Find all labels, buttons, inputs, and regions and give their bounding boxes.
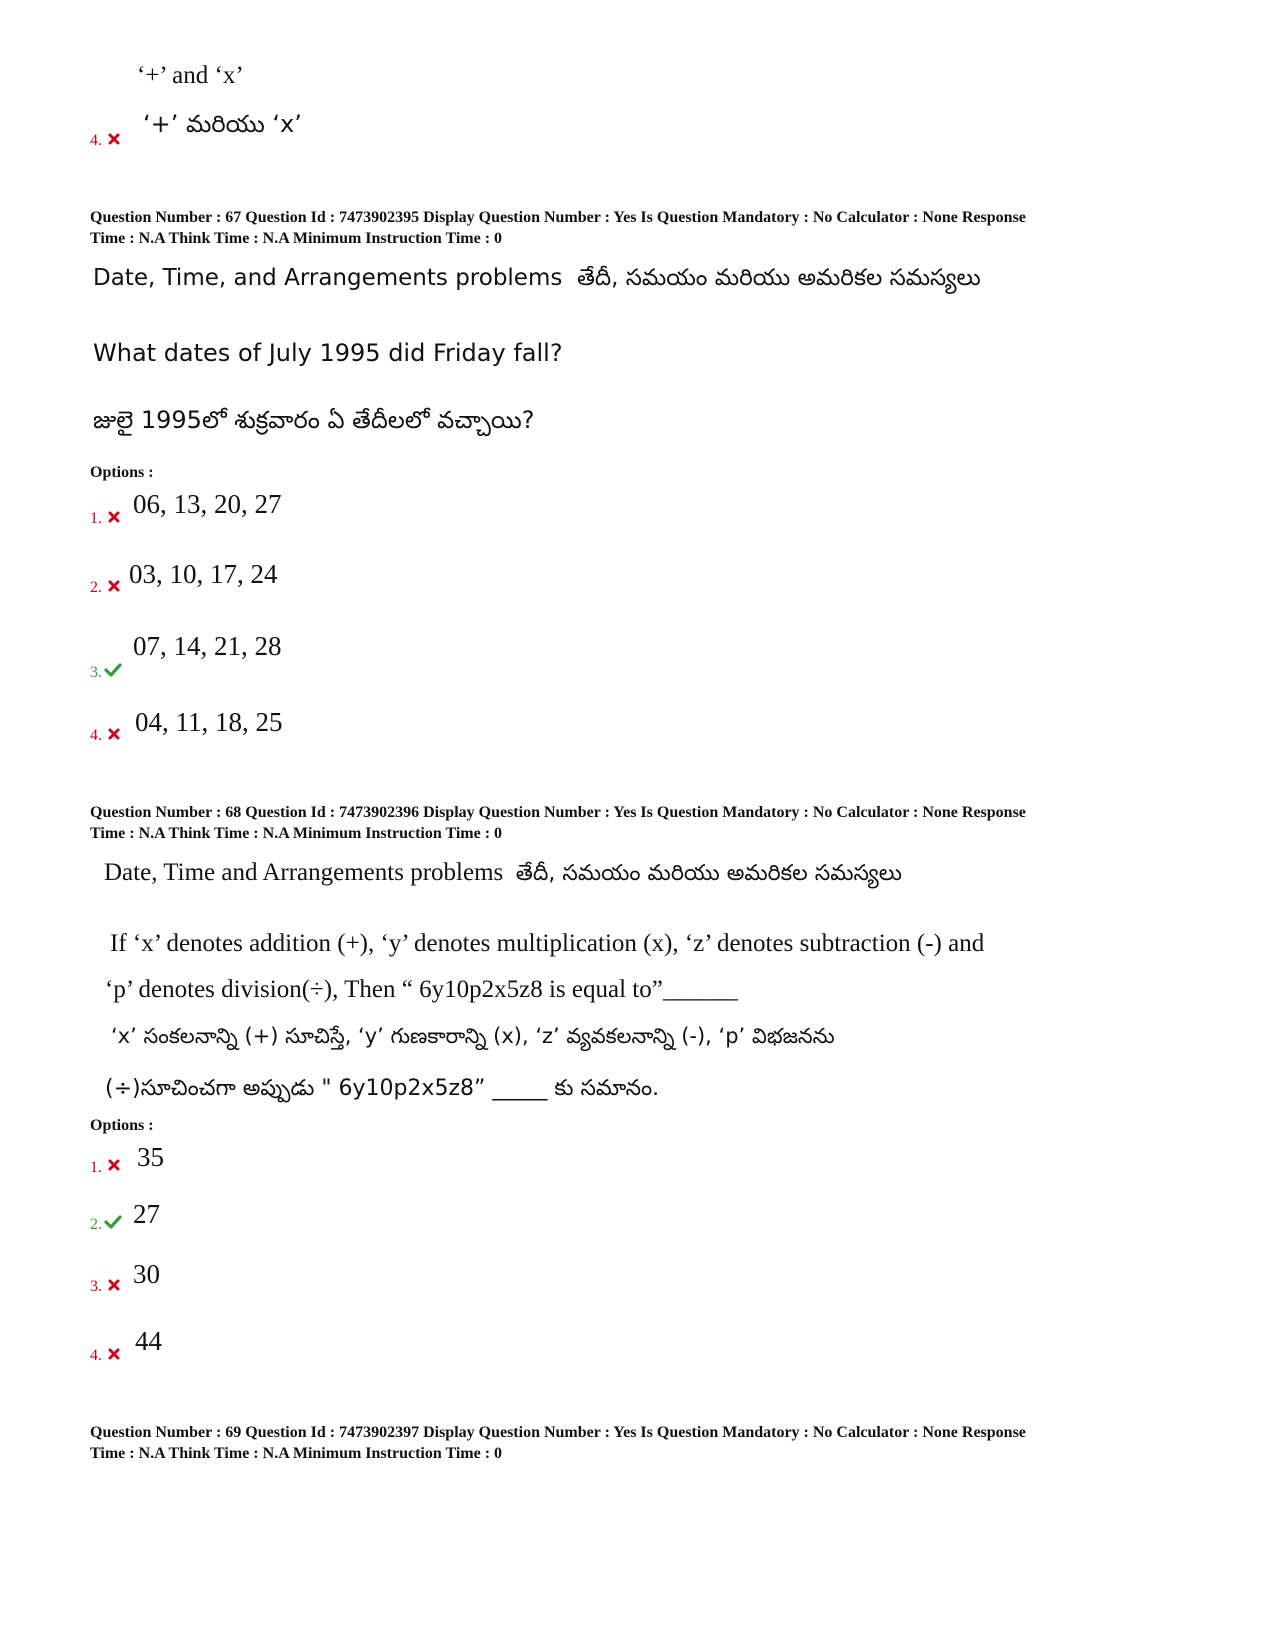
question-67-meta-line2: Time : N.A Think Time : N.A Minimum Instruction Time : 0	[90, 230, 503, 247]
question-67-topic-te: తేదీ, సమయం మరియు అమరికల సమస్యలు	[576, 265, 981, 291]
question-67-text-en: What dates of July 1995 did Friday fall?	[93, 339, 563, 367]
question-69-meta-line1: Question Number : 69 Question Id : 7473902397 Display Question Number : Yes Is Question Mandatory : No Calculator : None Response	[90, 1424, 1026, 1441]
question-69-meta	[90, 1422, 1190, 1464]
question-67-option-2-number: 2.	[90, 579, 102, 596]
prev-option-4-number: 4.	[90, 132, 102, 149]
cross-icon	[106, 578, 122, 594]
cross-icon	[106, 1157, 122, 1173]
question-67-option-1-number: 1.	[90, 510, 102, 527]
question-67-option-2-text: 03, 10, 17, 24	[129, 559, 278, 589]
cross-icon	[106, 509, 122, 525]
question-67-option-3-number: 3.	[90, 664, 102, 681]
question-69-meta-line2: Time : N.A Think Time : N.A Minimum Instruction Time : 0	[90, 1445, 503, 1462]
question-68-option-1-text: 35	[137, 1142, 164, 1172]
cross-icon	[106, 1346, 122, 1362]
question-68-topic-en: Date, Time and Arrangements problems	[104, 859, 504, 886]
question-67-text-te: జులై 1995లో శుక్రవారం ఏ తేదీలలో వచ్చాయి?	[93, 406, 535, 434]
question-67-topic-en: Date, Time, and Arrangements problems	[93, 265, 563, 291]
question-68-text-en-line2: ‘p’ denotes division(÷), Then “ 6y10p2x5z8 is equal to”______	[105, 976, 738, 1003]
question-68-text-en-line1: If ‘x’ denotes addition (+), ‘y’ denotes multiplication (x), ‘z’ denotes subtraction (-) and	[110, 930, 985, 957]
prev-option-4-text-en: ‘+’ and ‘x’	[137, 62, 244, 89]
cross-icon	[106, 726, 122, 742]
check-icon	[104, 1214, 122, 1230]
check-icon	[104, 662, 122, 678]
question-68-option-2-text: 27	[133, 1199, 160, 1229]
question-68-text-te-line2: (÷)సూచించగా అప్పుడు " 6y10p2x5z8” _____ కు సమానం.	[105, 1076, 660, 1101]
question-67-option-3-text: 07, 14, 21, 28	[133, 631, 282, 661]
question-68-option-3-number: 3.	[90, 1278, 102, 1295]
cross-icon	[106, 131, 122, 147]
question-68-option-4-text: 44	[135, 1326, 162, 1356]
question-68-option-3-text: 30	[133, 1259, 160, 1289]
question-67-topic	[93, 265, 981, 297]
question-68-option-1-number: 1.	[90, 1159, 102, 1176]
question-68-text-te-line1: ‘x’ సంకలనాన్ని (+) సూచిస్తే, ‘y’ గుణకారాన్ని (x), ‘z’ వ్యవకలనాన్ని (-), ‘p’ విభజనను	[111, 1024, 835, 1048]
question-67-option-4-number: 4.	[90, 727, 102, 744]
question-68-topic-te: తేదీ, సమయం మరియు అమరికల సమస్యలు	[515, 861, 902, 886]
question-67-meta	[90, 207, 1190, 249]
question-68-option-2-number: 2.	[90, 1216, 102, 1233]
question-67-option-1-text: 06, 13, 20, 27	[133, 489, 282, 519]
question-68-meta-line1: Question Number : 68 Question Id : 7473902396 Display Question Number : Yes Is Question Mandatory : No Calculator : None Response	[90, 804, 1026, 821]
question-67-option-4-text: 04, 11, 18, 25	[135, 707, 283, 737]
question-68-topic	[104, 859, 902, 891]
prev-option-4-text-te: ‘+’ మరియు ‘x’	[143, 110, 302, 138]
question-67-meta-line1: Question Number : 67 Question Id : 7473902395 Display Question Number : Yes Is Question Mandatory : No Calculator : None Response	[90, 209, 1026, 226]
cross-icon	[106, 1277, 122, 1293]
question-68-options-label: Options :	[90, 1117, 154, 1134]
question-67-options-label: Options :	[90, 464, 154, 481]
question-68-option-4-number: 4.	[90, 1347, 102, 1364]
question-68-meta	[90, 802, 1190, 844]
question-68-meta-line2: Time : N.A Think Time : N.A Minimum Instruction Time : 0	[90, 825, 503, 842]
